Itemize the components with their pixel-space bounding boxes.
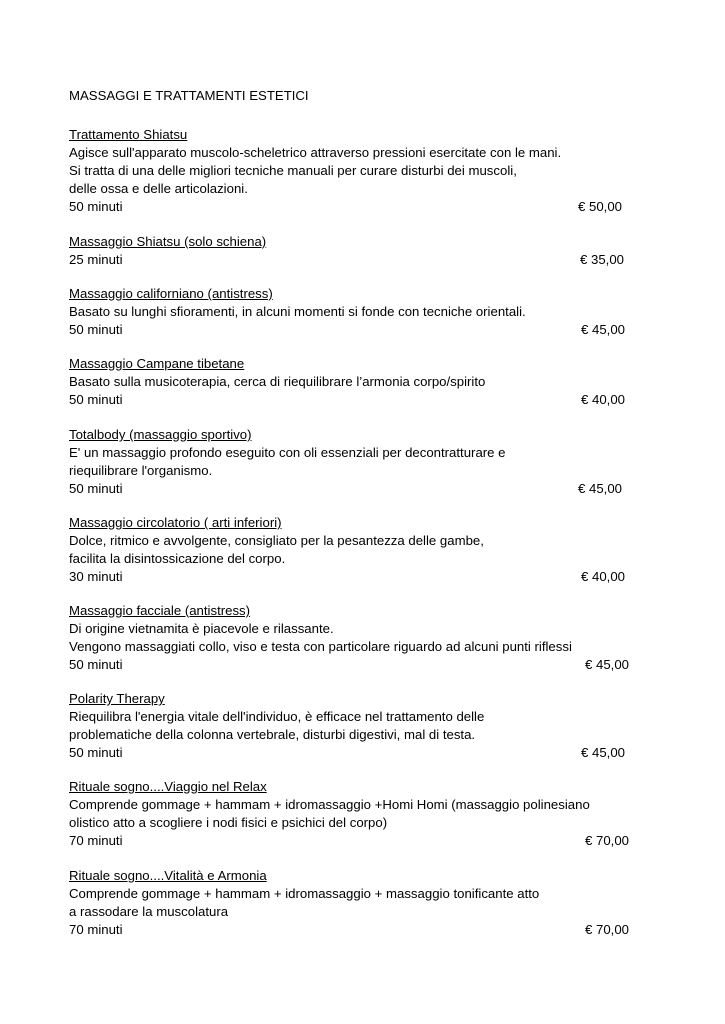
treatment-price: € 35,00 <box>580 252 624 267</box>
treatment-price: € 50,00 <box>578 199 622 214</box>
treatment-description-line: Riequilibra l'energia vitale dell'individuo, è efficace nel trattamento delle <box>69 709 485 724</box>
treatment-duration: 30 minuti <box>69 569 123 584</box>
treatment-price: € 40,00 <box>581 569 625 584</box>
treatment-name: Rituale sogno....Viaggio nel Relax <box>69 779 267 794</box>
treatment-description-line: Agisce sull'apparato muscolo-scheletrico attraverso pressioni esercitate con le mani. <box>69 145 562 160</box>
treatment-description-line: Comprende gommage + hammam + idromassaggio +Homi Homi (massaggio polinesiano <box>69 797 590 812</box>
treatment-duration: 50 minuti <box>69 392 123 407</box>
treatment-duration-price-row <box>69 198 639 216</box>
treatment-duration-price-row <box>69 480 639 498</box>
treatment-ritual-relax <box>69 778 639 850</box>
treatment-tibetan-bells <box>69 355 639 409</box>
treatment-duration: 50 minuti <box>69 322 123 337</box>
treatment-description-line: Basato sulla musicoterapia, cerca di riequilibrare l’armonia corpo/spirito <box>69 374 486 389</box>
treatment-price: € 45,00 <box>581 322 625 337</box>
treatment-facial-massage <box>69 602 639 674</box>
treatment-description-line: riequilibrare l'organismo. <box>69 463 213 478</box>
treatment-shiatsu-back <box>69 233 639 269</box>
treatment-duration-price-row <box>69 656 639 674</box>
treatment-name: Massaggio Campane tibetane <box>69 356 245 371</box>
treatment-duration-price-row <box>69 832 639 850</box>
treatment-price: € 40,00 <box>581 392 625 407</box>
treatment-description-line: Vengono massaggiati collo, viso e testa con particolare riguardo ad alcuni punti riflessi <box>69 639 572 654</box>
treatment-description-line: Comprende gommage + hammam + idromassaggio + massaggio tonificante atto <box>69 886 540 901</box>
treatment-price: € 70,00 <box>585 833 629 848</box>
treatment-duration: 25 minuti <box>69 252 123 267</box>
treatment-description-line: Dolce, ritmico e avvolgente, consigliato per la pesantezza delle gambe, <box>69 533 484 548</box>
treatment-duration: 70 minuti <box>69 922 123 937</box>
treatment-name: Totalbody (massaggio sportivo) <box>69 427 252 442</box>
treatment-ritual-vitality <box>69 867 639 939</box>
treatment-name: Trattamento Shiatsu <box>69 127 188 142</box>
treatment-description-line: Di origine vietnamita è piacevole e rilassante. <box>69 621 334 636</box>
treatment-duration: 70 minuti <box>69 833 123 848</box>
treatment-duration: 50 minuti <box>69 657 123 672</box>
document-title: MASSAGGI E TRATTAMENTI ESTETICI <box>69 88 309 103</box>
treatment-price: € 45,00 <box>578 481 622 496</box>
treatment-price: € 45,00 <box>581 745 625 760</box>
treatment-duration: 50 minuti <box>69 745 123 760</box>
treatment-name: Polarity Therapy <box>69 691 165 706</box>
treatment-price: € 70,00 <box>585 922 629 937</box>
treatment-californian-massage <box>69 285 639 339</box>
treatment-duration: 50 minuti <box>69 199 123 214</box>
treatment-description-line: E' un massaggio profondo eseguito con oli essenziali per decontratturare e <box>69 445 506 460</box>
treatment-description-line: olistico atto a scogliere i nodi fisici e psichici del corpo) <box>69 815 388 830</box>
treatment-circulatory-massage <box>69 514 639 586</box>
treatment-name: Rituale sogno....Vitalità e Armonia <box>69 868 267 883</box>
treatment-description-line: Si tratta di una delle migliori tecniche manuali per curare disturbi dei muscoli, <box>69 163 517 178</box>
treatment-duration-price-row <box>69 568 639 586</box>
treatment-description-line: a rassodare la muscolatura <box>69 904 229 919</box>
treatment-name: Massaggio facciale (antistress) <box>69 603 251 618</box>
treatment-description-line: delle ossa e delle articolazioni. <box>69 181 248 196</box>
treatment-polarity-therapy <box>69 690 639 762</box>
treatment-price: € 45,00 <box>585 657 629 672</box>
treatment-duration-price-row <box>69 921 639 939</box>
treatment-description-line: facilita la disintossicazione del corpo. <box>69 551 286 566</box>
treatment-totalbody <box>69 426 639 498</box>
treatment-duration-price-row <box>69 391 639 409</box>
treatment-name: Massaggio Shiatsu (solo schiena) <box>69 234 267 249</box>
treatment-duration-price-row <box>69 321 639 339</box>
treatment-duration: 50 minuti <box>69 481 123 496</box>
treatment-duration-price-row <box>69 744 639 762</box>
treatment-name: Massaggio californiano (antistress) <box>69 286 273 301</box>
treatment-description-line: Basato su lunghi sfioramenti, in alcuni momenti si fonde con tecniche orientali. <box>69 304 526 319</box>
treatment-duration-price-row <box>69 251 639 269</box>
treatment-description-line: problematiche della colonna vertebrale, disturbi digestivi, mal di testa. <box>69 727 476 742</box>
treatment-shiatsu <box>69 126 639 216</box>
treatment-name: Massaggio circolatorio ( arti inferiori) <box>69 515 282 530</box>
